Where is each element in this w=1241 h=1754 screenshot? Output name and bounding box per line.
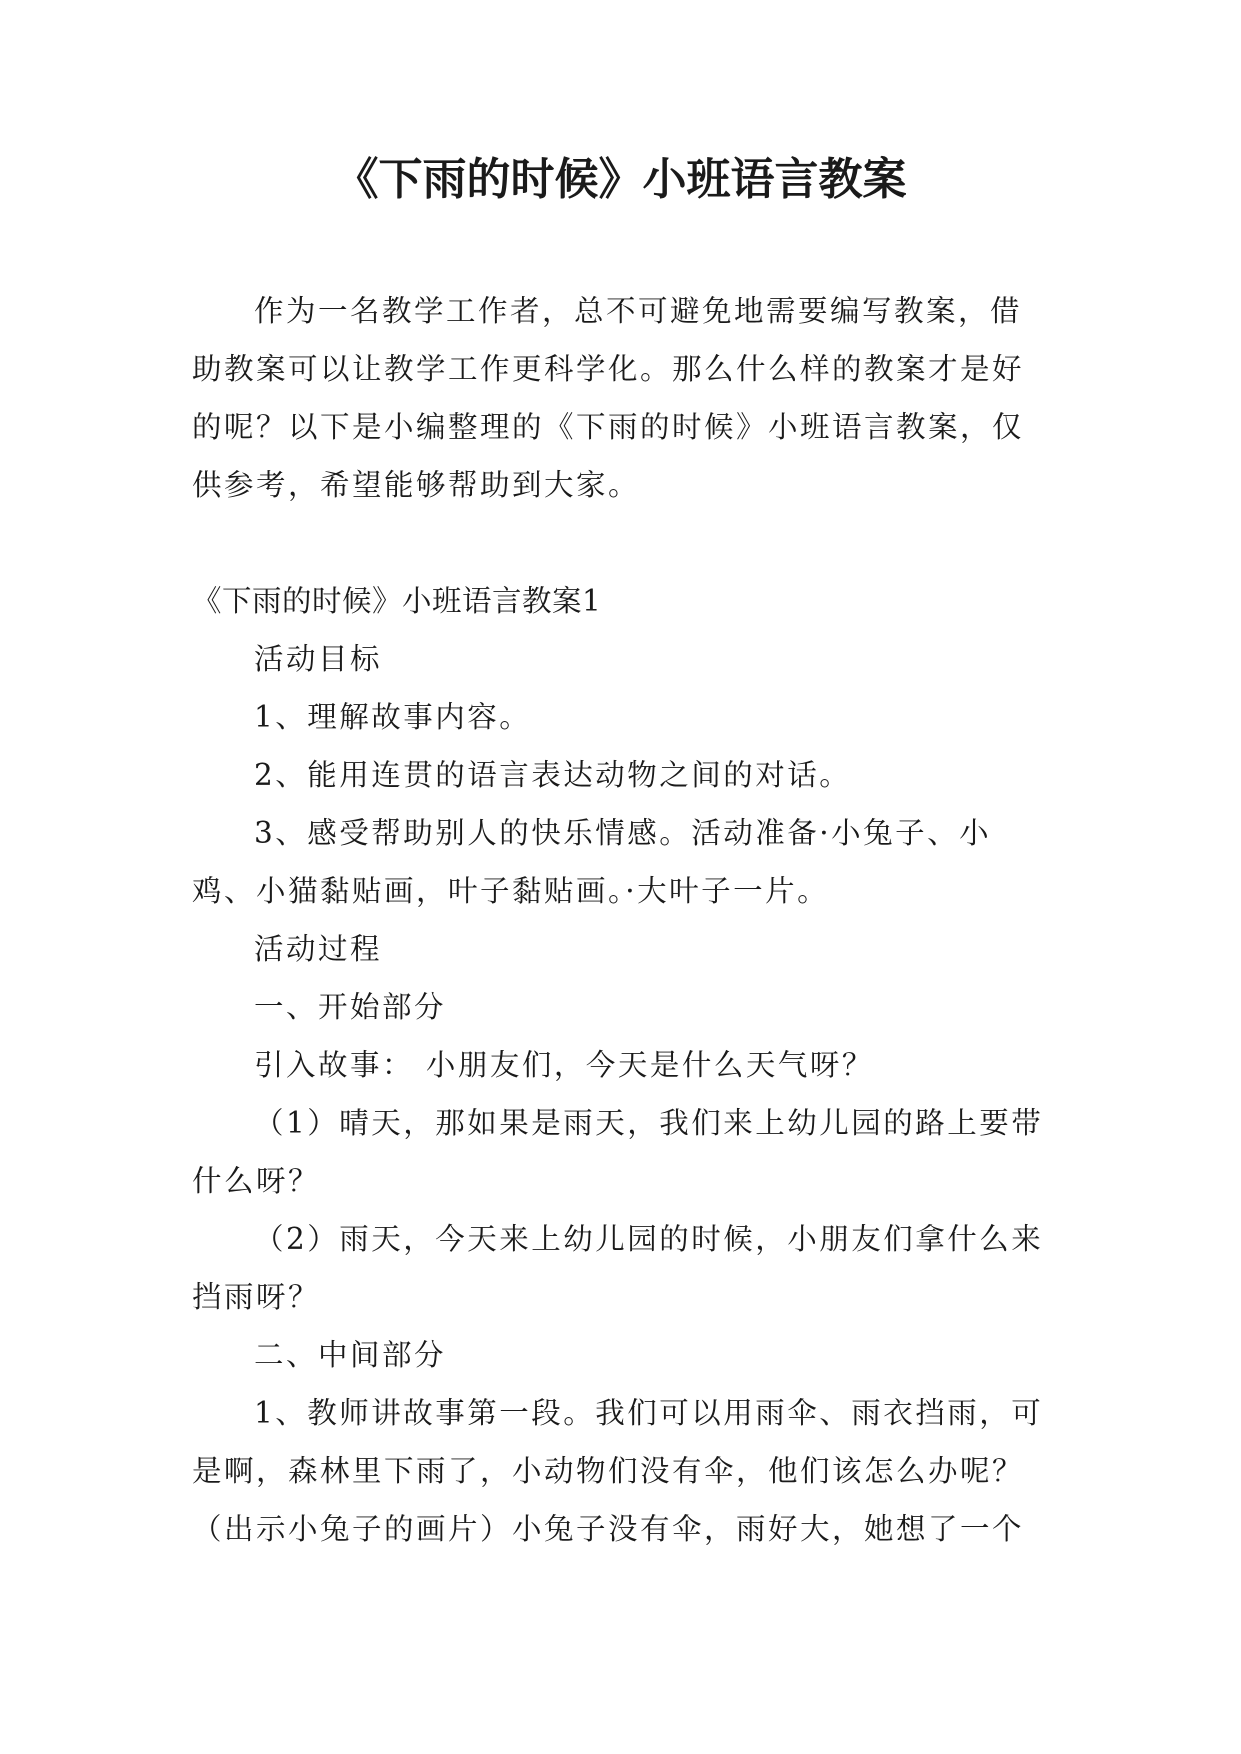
paragraph: 1、理解故事内容。 [254, 700, 532, 734]
paragraph: 2、能用连贯的语言表达动物之间的对话。 [254, 758, 852, 792]
paragraph: 二、中间部分 [254, 1338, 447, 1372]
paragraph: （1）晴天，那如果是雨天，我们来上幼儿园的路上要带什么呀？ [192, 1106, 1044, 1198]
document-body [192, 282, 1052, 1558]
paragraph: 引入故事： 小朋友们，今天是什么天气呀？ [254, 1048, 874, 1082]
paragraph: （2）雨天，今天来上幼儿园的时候，小朋友们拿什么来挡雨呀？ [192, 1222, 1044, 1314]
paragraph: 活动目标 [254, 642, 383, 676]
paragraph: 1、教师讲故事第一段。我们可以用雨伞、雨衣挡雨，可是啊，森林里下雨了，小动物们没有伞，他们该怎么办呢？（出示小兔子的画片）小兔子没有伞，雨好大，她想了一个 [192, 1396, 1044, 1546]
paragraph: 一、开始部分 [254, 990, 447, 1024]
paragraph: 3、感受帮助别人的快乐情感。活动准备·小兔子、小鸡、小猫黏贴画，叶子黏贴画。·大叶子一片。 [192, 816, 992, 908]
document-title: 《下雨的时候》小班语言教案 [334, 154, 907, 205]
paragraph: 活动过程 [254, 932, 383, 966]
intro-paragraph: 作为一名教学工作者，总不可避免地需要编写教案，借助教案可以让教学工作更科学化。那么什么样的教案才是好的呢？以下是小编整理的《下雨的时候》小班语言教案，仅供参考，希望能够帮助到大家。 [192, 294, 1025, 502]
section-heading: 《下雨的时候》小班语言教案1 [192, 584, 602, 618]
